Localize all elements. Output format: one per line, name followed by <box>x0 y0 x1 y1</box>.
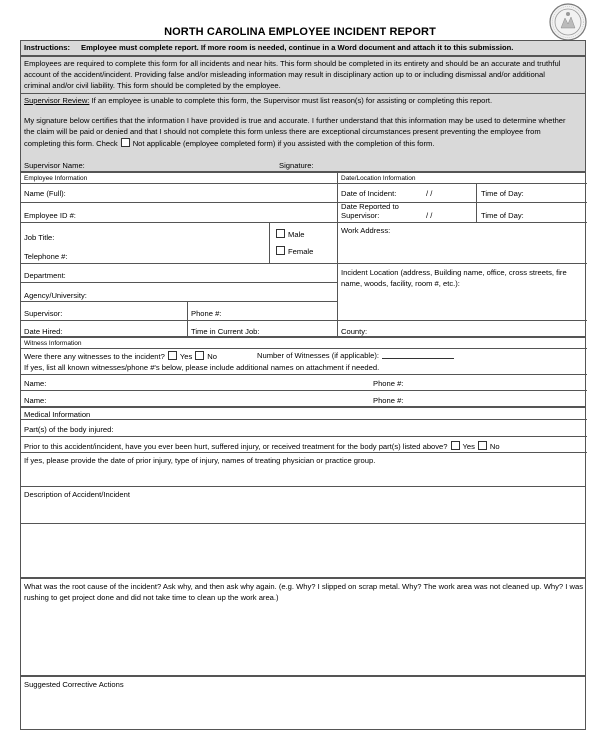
body-parts-label: Part(s) of the body injured: <box>24 425 114 434</box>
notice-line-2: account of the accident/incident. Providing false and/or misleading information may result in disciplinary action up to or including dismissal and/or additional <box>24 70 545 79</box>
incident-location-label-1: Incident Location (address, Building name, office, cross streets, fire <box>341 268 567 277</box>
incident-form <box>20 40 586 730</box>
not-applicable-checkbox[interactable] <box>121 138 130 147</box>
description-label: Description of Accident/Incident <box>24 490 130 499</box>
male-checkbox[interactable] <box>276 229 285 238</box>
prior-injury-question: Prior to this accident/incident, have you ever been hurt, suffered injury, or received treatment for the body part(s) listed above? <box>24 442 448 451</box>
certification-line-3b: Not applicable (employee completed form) if you assisted with the completion of this form. <box>132 139 435 148</box>
root-cause-line-1: What was the root cause of the incident? Ask why, and then ask why again. (e.g. Why? I slipped on scrap metal. Why? The work area was not cleaned up. Why? I was <box>24 582 583 591</box>
job-title-label: Job Title: <box>24 233 55 242</box>
notice-line-3: criminal and/or civil liability. This form should be completed by the employee. <box>24 81 281 90</box>
incident-location-label-2: name, woods, facility, room #, etc.): <box>341 279 460 288</box>
work-address-label: Work Address: <box>341 226 391 235</box>
time-in-job-label: Time in Current Job: <box>191 327 260 336</box>
witness-instruction: If yes, list all known witnesses/phone #'s below, please include additional names on attachment if needed. <box>24 363 380 372</box>
certification-line-2: the claim will be paid or denied and that I should not complete this form unless there are exceptional circumstances present preventing the employee from <box>24 127 541 136</box>
male-label: Male <box>288 230 305 239</box>
description-section <box>20 486 586 578</box>
corrective-actions-section <box>20 676 586 730</box>
notice-line-1: Employees are required to complete this form for all incidents and near hits. This form should be completed in its entirety and should be an accurate and truthful <box>24 59 561 68</box>
page-title: NORTH CAROLINA EMPLOYEE INCIDENT REPORT <box>164 26 436 38</box>
employee-location-grid <box>20 172 586 337</box>
witness-phone-2-label: Phone #: <box>373 396 404 405</box>
witness-no-checkbox[interactable] <box>195 351 204 360</box>
corrective-actions-label: Suggested Corrective Actions <box>24 680 124 689</box>
root-cause-line-2: rushing to get project done and did not take time to clean up the work area.) <box>24 593 279 602</box>
prior-injury-details-label: If yes, please provide the date of prior injury, type of injury, names of treating physician or practice group. <box>24 456 376 465</box>
witness-question: Were there any witnesses to the incident? <box>24 352 165 361</box>
witness-section <box>20 337 586 407</box>
instructions-text: Employee must complete report. If more room is needed, continue in a Word document and attach it to this submission. <box>81 43 514 52</box>
date-reported-label-2: Supervisor: <box>341 211 380 220</box>
time-of-day-label-2: Time of Day: <box>481 211 524 220</box>
supervisor-name-label: Supervisor Name: <box>24 161 85 170</box>
state-seal-icon <box>548 2 588 42</box>
instructions-label: Instructions: <box>24 43 70 52</box>
date-reported-slashes: / / <box>426 211 433 220</box>
witness-info-header: Witness Information <box>24 340 82 347</box>
certification-line-3a: completing this form. Check <box>24 139 118 148</box>
number-of-witnesses-field[interactable] <box>382 351 454 359</box>
prior-no-label: No <box>489 442 500 451</box>
supervisor-label: Supervisor: <box>24 309 63 318</box>
employee-id-label: Employee ID #: <box>24 211 76 220</box>
certification-line-1: My signature below certifies that the information I have provided is true and accurate. I further understand that this information may be used to determine whether <box>24 116 566 125</box>
prior-yes-label: Yes <box>462 442 475 451</box>
supervisor-review-block <box>20 93 586 172</box>
prior-no-checkbox[interactable] <box>478 441 487 450</box>
county-label: County: <box>341 327 368 336</box>
notice-block <box>20 56 586 94</box>
witness-name-2-label: Name: <box>24 396 47 405</box>
witness-yes-checkbox[interactable] <box>168 351 177 360</box>
date-location-header: Date/Location Information <box>341 175 416 182</box>
witness-yes-label: Yes <box>179 352 193 361</box>
employee-info-header: Employee Information <box>24 175 88 182</box>
root-cause-section <box>20 578 586 676</box>
date-reported-label-1: Date Reported to <box>341 202 399 211</box>
witness-name-1-label: Name: <box>24 379 47 388</box>
time-of-day-label: Time of Day: <box>481 189 524 198</box>
supervisor-phone-label: Phone #: <box>191 309 222 318</box>
date-hired-label: Date Hired: <box>24 327 63 336</box>
supervisor-review-label: Supervisor Review: <box>24 96 90 105</box>
agency-label: Agency/University: <box>24 291 87 300</box>
witness-no-label: No <box>207 352 217 361</box>
instructions-bar <box>20 40 586 56</box>
supervisor-review-text: If an employee is unable to complete this form, the Supervisor must list reason(s) for assisting or completing this report. <box>91 96 493 105</box>
prior-yes-checkbox[interactable] <box>451 441 460 450</box>
department-label: Department: <box>24 271 66 280</box>
supervisor-signature-label: Signature: <box>279 161 314 170</box>
female-checkbox[interactable] <box>276 246 285 255</box>
date-of-incident-slashes: / / <box>426 189 433 198</box>
date-of-incident-label: Date of Incident: <box>341 189 397 198</box>
witness-phone-1-label: Phone #: <box>373 379 404 388</box>
number-of-witnesses-label: Number of Witnesses (if applicable): <box>257 351 379 360</box>
female-label: Female <box>288 247 314 256</box>
medical-info-header: Medical Information <box>24 410 91 419</box>
telephone-label: Telephone #: <box>24 252 68 261</box>
name-full-label: Name (Full): <box>24 189 66 198</box>
